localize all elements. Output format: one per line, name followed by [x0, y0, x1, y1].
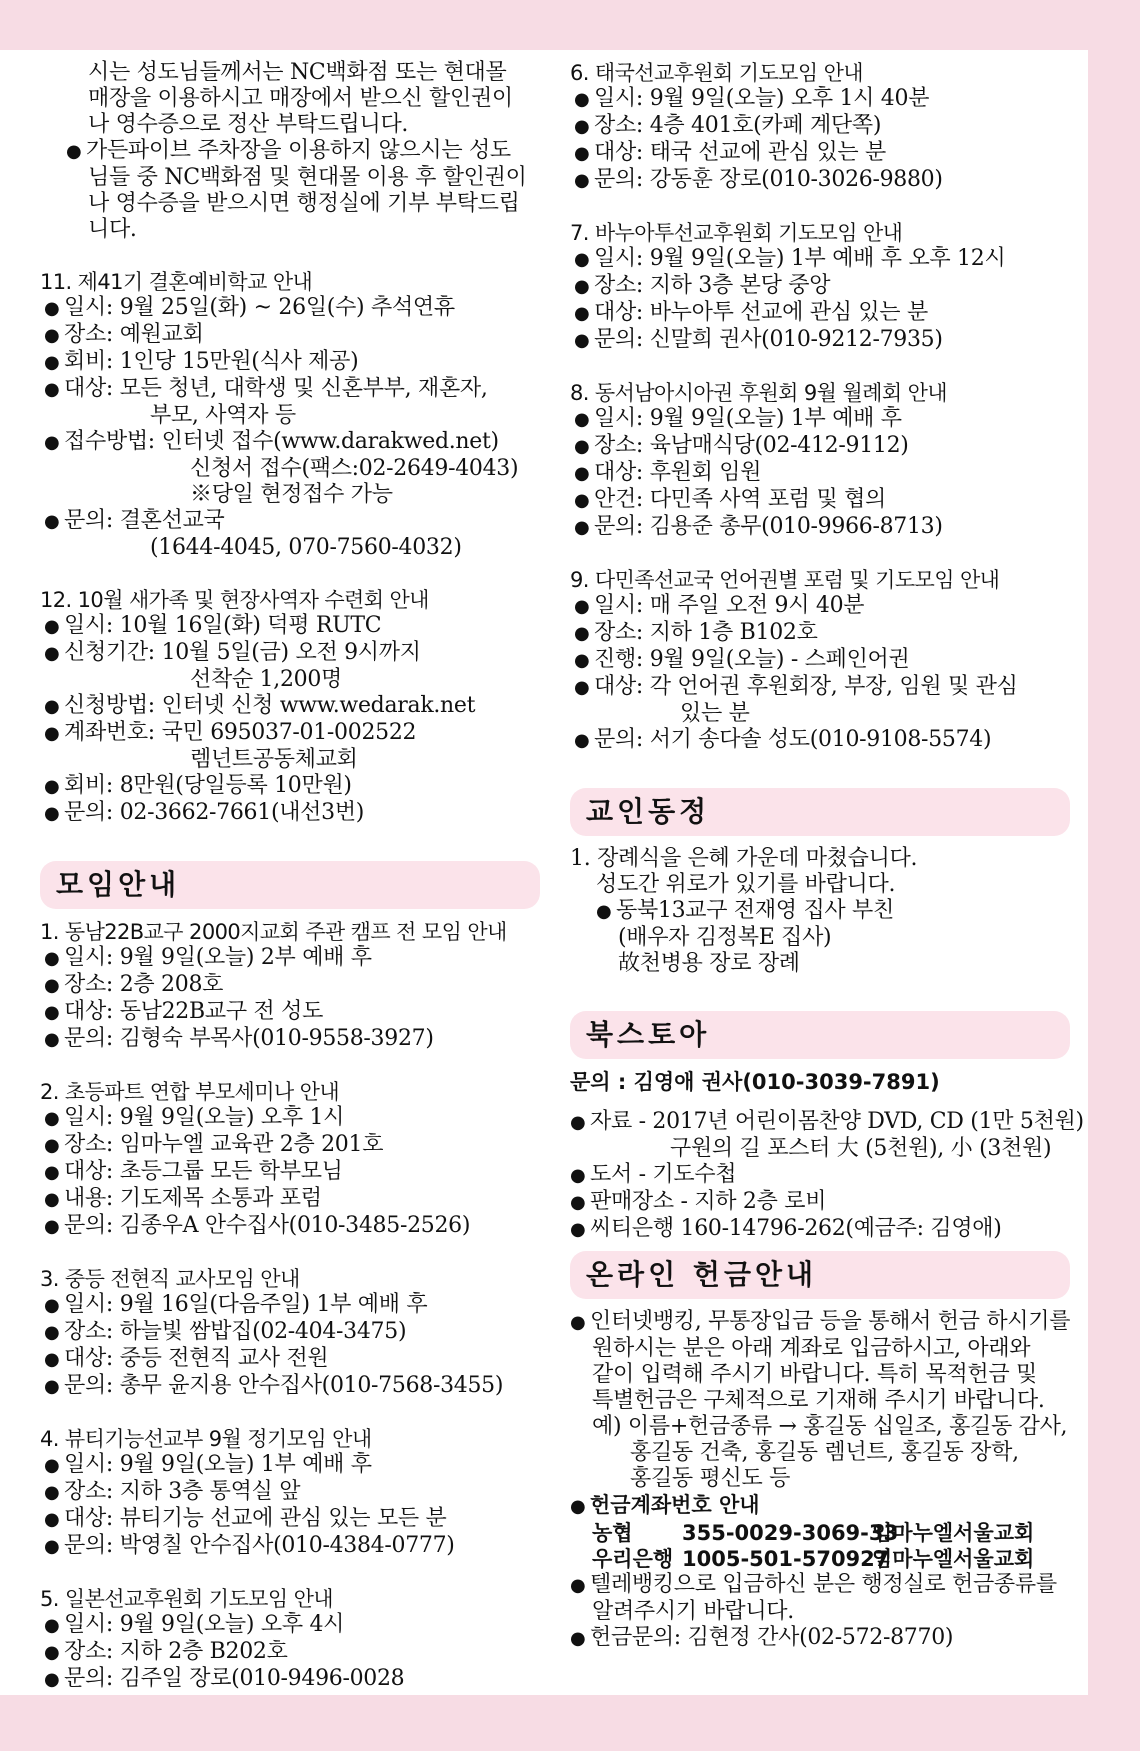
list-item: ● 문의: 박영칠 안수집사(010-4384-0777)	[40, 1533, 540, 1560]
list-item: ● 일시: 10월 16일(화) 덕평 RUTC	[40, 613, 540, 640]
offering-header: 온라인 헌금안내	[570, 1251, 1070, 1299]
list-item: ● 일시: 매 주일 오전 9시 40분	[570, 593, 1070, 620]
bookstore-item: ● 판매장소 - 지하 2층 로비	[570, 1189, 1070, 1216]
news-line: 성도간 위로가 있기를 바랍니다.	[596, 872, 896, 897]
list-item: ● 일시: 9월 9일(오늘) 오후 4시	[40, 1612, 540, 1639]
list-item: ● 안건: 다민족 사역 포럼 및 협의	[570, 487, 1070, 514]
offering-para: ● 텔레뱅킹으로 입금하신 분은 행정실로 헌금종류를	[570, 1572, 1070, 1599]
account-row-1	[570, 1520, 1070, 1546]
meeting-title-1: 1. 동남22B교구 2000지교회 주관 캠프 전 모임 안내	[40, 920, 507, 944]
meeting-title-4: 4. 뷰티기능선교부 9월 정기모임 안내	[40, 1427, 372, 1451]
account-number: 1005-501-570927	[682, 1547, 890, 1571]
meeting-title-6: 6. 태국선교후원회 기도모임 안내	[570, 61, 863, 85]
list-item: ● 대상: 바누아투 선교에 관심 있는 분	[570, 300, 1070, 327]
meeting-title-3: 3. 중등 전현직 교사모임 안내	[40, 1267, 300, 1291]
bookstore-contact: 문의 : 김영애 권사(010-3039-7891)	[570, 1070, 940, 1094]
list-item: ● 장소: 예원교회	[40, 322, 540, 349]
list-item: ● 대상: 모든 청년, 대학생 및 신혼부부, 재혼자,	[40, 376, 540, 403]
list-item: ● 장소: 육남매식당(02-412-9112)	[570, 433, 1070, 460]
meeting-header: 모임안내	[40, 861, 540, 909]
list-item: ● 일시: 9월 16일(다음주일) 1부 예배 후	[40, 1292, 540, 1319]
list-item-cont: ※당일 현정접수 가능	[190, 482, 393, 507]
offering-para: 홍길동 건축, 홍길동 렘넌트, 홍길동 장학,	[630, 1440, 1019, 1465]
offering-para: 같이 입력해 주시기 바랍니다. 특히 목적헌금 및	[592, 1362, 1037, 1387]
intro-bullet-cont: 님들 중 NC백화점 및 현대몰 이용 후 할인권이	[88, 165, 527, 190]
meeting-title-7: 7. 바누아투선교후원회 기도모임 안내	[570, 221, 903, 245]
list-item: ● 문의: 신말희 권사(010-9212-7935)	[570, 327, 1070, 354]
intro-line: 매장을 이용하시고 매장에서 받으신 할인권이	[88, 86, 513, 111]
offering-para: 특별헌금은 구체적으로 기재해 주시기 바랍니다.	[592, 1388, 1045, 1413]
news-line: 故천병용 장로 장례	[618, 951, 800, 976]
offering-para: 예) 이름+헌금종류 → 홍길동 십일조, 홍길동 감사,	[592, 1414, 1068, 1439]
section-title-11: 11. 제41기 결혼예비학교 안내	[40, 270, 313, 294]
list-item: ● 대상: 각 언어권 후원회장, 부장, 임원 및 관심	[570, 674, 1070, 701]
list-item: ● 문의: 강동훈 장로(010-3026-9880)	[570, 167, 1070, 194]
news-bullet: ● 동북13교구 전재영 집사 부친	[570, 898, 1070, 925]
list-item: ● 장소: 지하 1층 B102호	[570, 620, 1070, 647]
list-item: ● 일시: 9월 9일(오늘) 2부 예배 후	[40, 945, 540, 972]
list-item: ● 문의: 총무 윤지용 안수집사(010-7568-3455)	[40, 1373, 540, 1400]
list-item: ● 일시: 9월 9일(오늘) 오후 1시 40분	[570, 86, 1070, 113]
list-item-cont: 부모, 사역자 등	[150, 403, 296, 428]
list-item: ● 진행: 9월 9일(오늘) - 스페인어권	[570, 647, 1070, 674]
intro-line: 나 영수증으로 정산 부탁드립니다.	[88, 112, 409, 137]
list-item: ● 문의: 김종우A 안수집사(010-3485-2526)	[40, 1213, 540, 1240]
list-item: ● 내용: 기도제목 소통과 포럼	[40, 1186, 540, 1213]
list-item: ● 대상: 후원회 임원	[570, 460, 1070, 487]
list-item: ● 일시: 9월 9일(오늘) 1부 예배 후	[570, 406, 1070, 433]
list-item-cont: 선착순 1,200명	[190, 667, 342, 692]
bank-name: 농협	[592, 1521, 633, 1545]
news-line: (배우자 김정복E 집사)	[618, 925, 832, 950]
list-item: ● 대상: 동남22B교구 전 성도	[40, 999, 540, 1026]
list-item: ● 문의: 서기 송다솔 성도(010-9108-5574)	[570, 727, 1070, 754]
list-item: ● 회비: 1인당 15만원(식사 제공)	[40, 349, 540, 376]
meeting-title-9: 9. 다민족선교국 언어권별 포럼 및 기도모임 안내	[570, 568, 1000, 592]
meeting-title-8: 8. 동서남아시아권 후원회 9월 월례회 안내	[570, 381, 947, 405]
right-column	[570, 60, 1084, 1652]
list-item: ● 대상: 태국 선교에 관심 있는 분	[570, 140, 1070, 167]
list-item: ● 장소: 지하 3층 통역실 앞	[40, 1479, 540, 1506]
left-column	[40, 60, 540, 1693]
list-item: ● 장소: 임마누엘 교육관 2층 201호	[40, 1132, 540, 1159]
list-item: ● 장소: 2층 208호	[40, 972, 540, 999]
list-item: ● 계좌번호: 국민 695037-01-002522	[40, 720, 540, 747]
meeting-title-5: 5. 일본선교후원회 기도모임 안내	[40, 1587, 333, 1611]
list-item: ● 장소: 지하 2층 B202호	[40, 1639, 540, 1666]
list-item: ● 접수방법: 인터넷 접수(www.darakwed.net)	[40, 429, 540, 456]
list-item: ● 일시: 9월 9일(오늘) 오후 1시	[40, 1105, 540, 1132]
section-title-12: 12. 10월 새가족 및 현장사역자 수련회 안내	[40, 588, 429, 612]
intro-line: 시는 성도님들께서는 NC백화점 또는 현대몰	[88, 60, 507, 85]
account-holder: 임마누엘서울교회	[872, 1547, 1035, 1571]
list-item: ● 회비: 8만원(당일등록 10만원)	[40, 773, 540, 800]
offering-para: 원하시는 분은 아래 계좌로 입금하시고, 아래와	[592, 1336, 1031, 1361]
list-item-cont: 렘넌트공동체교회	[190, 747, 358, 772]
account-number: 355-0029-3069-33	[682, 1521, 899, 1545]
list-item-cont: 신청서 접수(팩스:02-2649-4043)	[190, 456, 519, 481]
list-item: ● 일시: 9월 9일(오늘) 1부 예배 후 오후 12시	[570, 246, 1070, 273]
list-item: ● 신청방법: 인터넷 신청 www.wedarak.net	[40, 693, 540, 720]
account-title: ● 헌금계좌번호 안내	[570, 1492, 1070, 1520]
intro-bullet-cont: 나 영수증을 받으시면 행정실에 기부 부탁드립	[88, 191, 520, 216]
list-item: ● 문의: 김주일 장로(010-9496-0028	[40, 1666, 540, 1693]
list-item: ● 문의: 김형숙 부목사(010-9558-3927)	[40, 1026, 540, 1053]
account-holder: 임마누엘서울교회	[872, 1521, 1035, 1545]
bulletin-page	[0, 50, 1088, 1695]
list-item: ● 일시: 9월 25일(화) ~ 26일(수) 추석연휴	[40, 295, 540, 322]
list-item: ● 문의: 결혼선교국	[40, 508, 540, 535]
news-line: 1. 장례식을 은혜 가운데 마쳤습니다.	[570, 846, 918, 871]
account-row-2	[570, 1546, 1070, 1572]
bookstore-item: ● 자료 - 2017년 어린이몸찬양 DVD, CD (1만 5천원)	[570, 1109, 1070, 1136]
bookstore-item: ● 도서 - 기도수첩	[570, 1162, 1070, 1189]
bookstore-item: ● 씨티은행 160-14796-262(예금주: 김영애)	[570, 1216, 1070, 1243]
list-item: ● 대상: 초등그룹 모든 학부모님	[40, 1159, 540, 1186]
list-item: ● 일시: 9월 9일(오늘) 1부 예배 후	[40, 1452, 540, 1479]
list-item: ● 장소: 4층 401호(카페 계단쪽)	[570, 113, 1070, 140]
offering-para: ● 인터넷뱅킹, 무통장입금 등을 통해서 헌금 하시기를	[570, 1309, 1070, 1336]
bookstore-header: 북스토아	[570, 1011, 1070, 1059]
bookstore-item-cont: 구원의 길 포스터 大 (5천원), 小 (3천원)	[670, 1136, 1052, 1161]
offering-contact: ● 헌금문의: 김현정 간사(02-572-8770)	[570, 1625, 1070, 1652]
list-item: ● 대상: 뷰티기능 선교에 관심 있는 모든 분	[40, 1506, 540, 1533]
meeting-title-2: 2. 초등파트 연합 부모세미나 안내	[40, 1080, 340, 1104]
list-item: ● 문의: 김용준 총무(010-9966-8713)	[570, 514, 1070, 541]
list-item-cont: (1644-4045, 070-7560-4032)	[150, 535, 462, 560]
bank-name: 우리은행	[592, 1547, 674, 1571]
intro-bullet: ● 가든파이브 주차장을 이용하지 않으시는 성도	[40, 138, 540, 165]
list-item: ● 신청기간: 10월 5일(금) 오전 9시까지	[40, 640, 540, 667]
list-item-cont: 있는 분	[680, 701, 750, 726]
news-header: 교인동정	[570, 788, 1070, 836]
list-item: ● 장소: 하늘빛 쌈밥집(02-404-3475)	[40, 1319, 540, 1346]
list-item: ● 문의: 02-3662-7661(내선3번)	[40, 800, 540, 827]
intro-bullet-cont: 니다.	[88, 217, 137, 242]
offering-para: 홍길동 평신도 등	[630, 1466, 791, 1491]
list-item: ● 대상: 중등 전현직 교사 전원	[40, 1346, 540, 1373]
list-item: ● 장소: 지하 3층 본당 중앙	[570, 273, 1070, 300]
offering-para: 알려주시기 바랍니다.	[592, 1599, 794, 1624]
